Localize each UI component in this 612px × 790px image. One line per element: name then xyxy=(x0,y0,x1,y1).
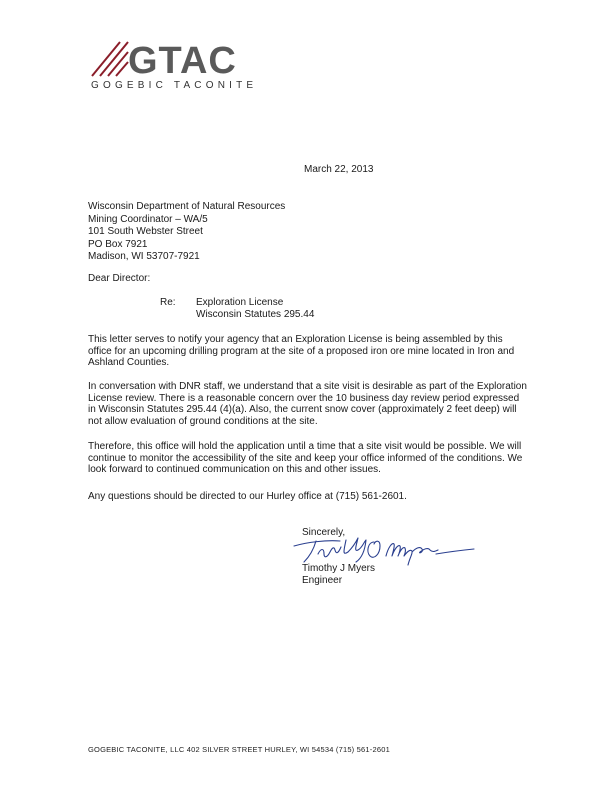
logo-subtitle: GOGEBIC TACONITE xyxy=(91,80,258,91)
letter-footer: GOGEBIC TACONITE, LLC 402 SILVER STREET HURLEY, WI 54534 (715) 561-2601 xyxy=(88,745,390,754)
re-subject xyxy=(196,297,314,320)
body-paragraph-1: This letter serves to notify your agency that an Exploration License is being assembled by this office for an upcoming drilling program at the site of a proposed iron ore mine located in Iron and Ashland Counties. xyxy=(88,334,515,368)
address-line: Madison, WI 53707-7921 xyxy=(88,251,200,262)
body-paragraph-3: Therefore, this office will hold the application until a time that a site visit would be possible. We will continue to monitor the accessibility of the site and keep your office informed of the conditions. We look forward to continued communication on this and other issues. xyxy=(88,441,523,475)
address-line: PO Box 7921 xyxy=(88,238,148,250)
recipient-address xyxy=(88,201,285,264)
signer-title: Engineer xyxy=(302,575,343,586)
address-line: Wisconsin Department of Natural Resources xyxy=(88,201,286,212)
re-line-1: Exploration License xyxy=(196,297,284,308)
company-logo xyxy=(90,40,258,94)
signer-block xyxy=(302,563,375,587)
body-paragraph-4: Any questions should be directed to our Hurley office at (715) 561-2601. xyxy=(88,491,407,502)
re-label: Re: xyxy=(160,297,176,308)
salutation: Dear Director: xyxy=(88,273,151,284)
re-line-2: Wisconsin Statutes 295.44 xyxy=(196,308,315,320)
address-line: 101 South Webster Street xyxy=(88,226,203,237)
logo-slash-icon xyxy=(90,40,130,78)
logo-text: GTAC xyxy=(128,40,237,82)
body-paragraph-2: In conversation with DNR staff, we understand that a site visit is desirable as part of the Exploration License review. There is a reasonable concern over the 10 business day review period expressed in Wisconsin Statutes 295.44 (4)(a). Also, the current snow cover (approximately 2 feet deep) will not allow evaluation of ground conditions at the site. xyxy=(88,381,527,427)
letter-date: March 22, 2013 xyxy=(304,164,374,175)
closing-sincerely: Sincerely, xyxy=(302,527,346,538)
address-line: Mining Coordinator – WA/5 xyxy=(88,213,208,225)
signer-name: Timothy J Myers xyxy=(302,563,375,574)
